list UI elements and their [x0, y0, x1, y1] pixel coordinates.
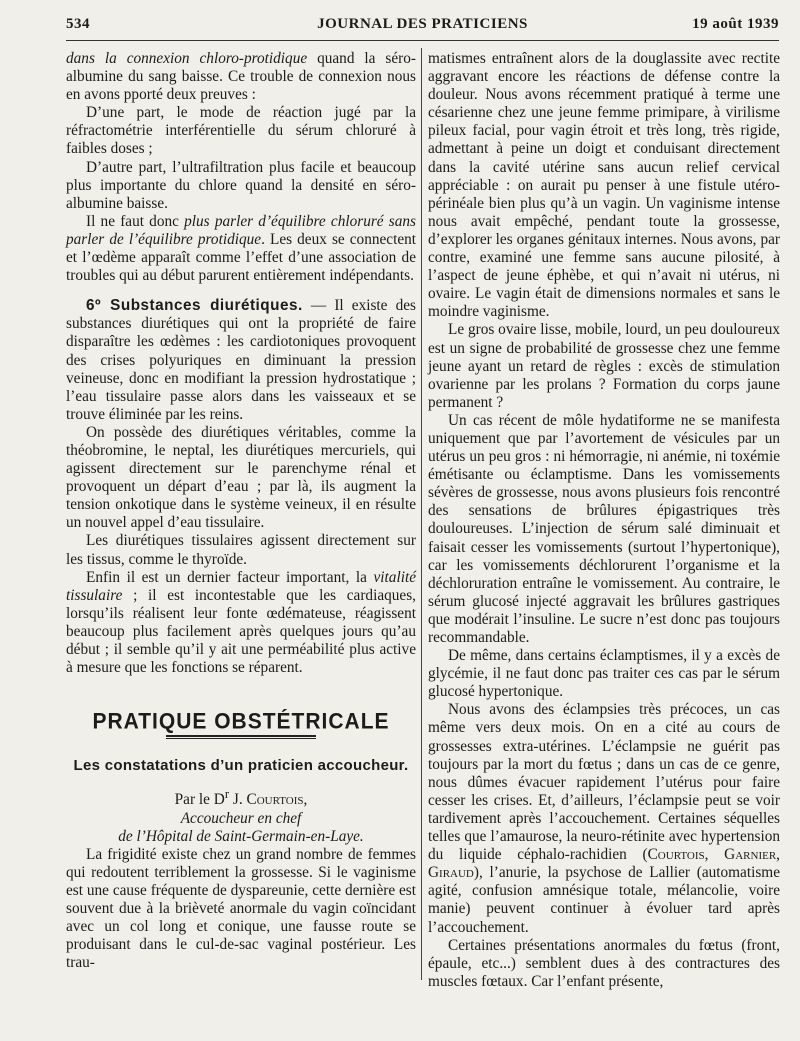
left-column: [66, 50, 416, 972]
issue-date: 19 août 1939: [692, 16, 779, 32]
author-hospital: de l’Hôpital de Saint-Germain-en-Laye.: [118, 827, 364, 845]
paragraph: matismes entraînent alors de la douglassite avec rectite aggravant encore les réactions de défense contre la douleur. Nous avons récemment pratiqué à terme une césarienne chez une jeune femme primipare, à virilisme pileux facial, pour vagin étroit et très long, très rigide, admettant à peine un doigt et conduisant directement dans la cavité utérine sans aucun relief cervical appréciable : on aurait pu penser à une fistule utéro-périnéale bien plus qu’à un vagin. Un vaginisme intense nous avait empêché, pendant toute la grossesse, d’explorer les organes génitaux internes. Nous avons, par contre, examiné une femme sans aucune pilosité, à l’aspect de jeune éphèbe, et qui n’avait ni utérus, ni ovaire. Le vagin était de dimensions normales et sans le moindre vaginisme.: [428, 50, 780, 321]
paragraph: Le gros ovaire lisse, mobile, lourd, un peu douloureux est un signe de probabilité de grossesse chez une femme jeune ayant un retard de règles : excès de stimulation ovarienne par les prolans ? Formation du corps jaune permanent ?: [428, 321, 780, 411]
paragraph: On possède des diurétiques véritables, comme la théobromine, le neptal, les diurétiques mercuriels, qui agissent directement sur le parenchyme rénal et provoquent un départ d’eau ; par là, ils augment la tension onkotique dans le système veineux, il en résulte un nouvel appel d’eau tissulaire.: [66, 423, 416, 532]
paragraph: Il ne faut donc plus parler d’équilibre chloruré sans parler de l’équilibre protidique. Les deux se connectent et l’œdème apparaît comme l’effet d’une association de troubles qui au début parurent entièrement indépendants.: [66, 212, 417, 285]
byline: Par le $D^r$ J. Courtois,: [174, 787, 308, 809]
column-divider: [421, 48, 422, 980]
paragraph: dans la connexion chloro-protidique quand la séro-albumine du sang baisse. Ce trouble de connexion nous en avons pporté deux preuves :: [66, 50, 416, 104]
paragraph: D’autre part, l’ultrafiltration plus facile et beaucoup plus importante du chlore quand la densité en séro-albumine baisse.: [66, 158, 416, 212]
section-diuretiques: 6º Substances diurétiques. — Il existe des substances diurétiques qui ont la propriété de faire disparaître les œdèmes : les cardiotoniques provoquent des crises polyuriques en diminuant la pression veineuse, donc en modifiant la pression hydrostatique ; l’eau tissulaire passe alors dans les vaisseaux et se trouve éliminée par les reins.: [66, 297, 416, 423]
paragraph: Les diurétiques tissulaires agissent directement sur les tissus, comme le thyroïde.: [66, 532, 416, 568]
section-title: PRATIQUE OBSTÉTRICALE: [92, 709, 390, 734]
page-number: 534: [66, 16, 90, 32]
paragraph: Un cas récent de môle hydatiforme ne se manifesta uniquement que par l’avortement de vésicules par un utérus un peu gros : ni hémorragie, ni anémie, ni toxémie émétisante ou éclamptisme. Dans les vomissements sévères de grossesse, nous avons plusieurs fois rencontré des sensations de brûlures épigastriques très douloureuses. L’injection de sérum salé diminuait et faisait cesser les vomissements (surtout l’hypertonique), car les vomissements déchlorurent l’organisme et la déchloruration entraîne le vomissement. Au contraire, le sérum glucosé injecté aggravait les brûlures gastriques que modérait l’insuline. Le sucre n’est donc pas toujours recommandable.: [428, 411, 780, 646]
section-heading: 6º Substances diurétiques.: [86, 297, 303, 315]
paragraph: De même, dans certains éclamptismes, il y a excès de glycémie, il ne faut donc pas traiter ces cas par le sérum glucosé hypertonique.: [428, 647, 780, 701]
right-column: [428, 50, 780, 991]
article-title: Les constatations d’un praticien accoucheur.: [73, 757, 409, 775]
author-role: Accoucheur en chef: [180, 809, 302, 827]
author-name: J. Courtois,: [229, 791, 308, 809]
page-header: [66, 6, 779, 40]
paragraph: Nous avons des éclampsies très précoces, un cas même vers deux mois. On en a cité au cours de grossesses extra-utérines. L’éclampsie ne guérit pas toujours par la mort du fœtus ; dans un cas de ce genre, nous dûmes évacuer rapidement l’utérus pour faire cesser les crises. Et, d’ailleurs, l’éclampsie peut se voir tardivement après l’accouchement. Certaines séquelles telles que l’amaurose, la neuro-rétinite avec hypertension du liquide céphalo-rachidien (Courtois, Garnier, Giraud), l’anurie, la psychose de Lallier (automatisme agité, confusion amnésique totale, mélancolie, voire manie) peuvent continuer à évoluer tard après l’accouchement.: [428, 701, 780, 936]
journal-title: JOURNAL DES PRATICIENS: [317, 16, 528, 32]
header-rule: [66, 40, 779, 41]
paragraph: Certaines présentations anormales du fœtus (front, épaule, etc...) semblent dues à des contractures des muscles fœtaux. Car l’enfant présente,: [428, 936, 780, 990]
paragraph: Enfin il est un dernier facteur important, la vitalité tissulaire ; il est incontestable que les cardiaques, lorsqu’ils réalisent leur fonte œdémateuse, réagissent beaucoup plus facilement après quelques jours qu’au début ; il semble qu’il y ait une perméabilité plus active à mesure que les fonctions se réparent.: [66, 568, 416, 677]
title-rule: [166, 735, 316, 739]
cited-authors: Courtois, Garnier, Giraud: [428, 846, 780, 882]
paragraph: La frigidité existe chez un grand nombre de femmes qui redoutent terriblement la grossesse. Si le vaginisme est une cause fréquente de dyspareunie, cette dernière est souvent due à la brièveté anormale du vagin coïncidant avec un col long et conique, une fausse route se produisant dans le cul-de-sac vaginal postérieur. Les trau-: [66, 845, 416, 972]
paragraph: D’une part, le mode de réaction jugé par la réfractométrie interférentielle du sérum chloruré à faibles doses ;: [66, 104, 416, 158]
